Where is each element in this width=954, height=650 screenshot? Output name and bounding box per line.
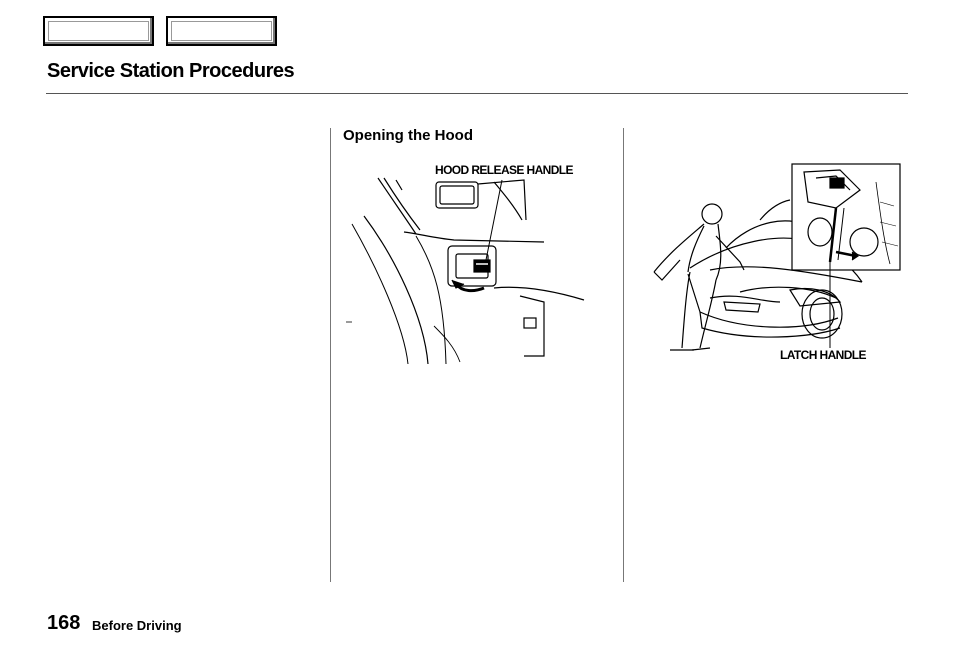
latch-handle-illustration [640, 152, 902, 362]
page-number: 168 [47, 612, 81, 634]
page-title: Service Station Procedures [47, 60, 295, 82]
section-heading: Opening the Hood [343, 127, 473, 144]
footer-section-name: Before Driving [92, 618, 182, 633]
title-divider [46, 93, 908, 94]
nav-button-2[interactable] [166, 16, 277, 46]
column-divider-left [330, 128, 331, 582]
hood-release-illustration [344, 176, 594, 364]
callout-hood-release-handle: HOOD RELEASE HANDLE [435, 163, 573, 177]
column-divider-right [623, 128, 624, 582]
callout-latch-handle: LATCH HANDLE [780, 348, 866, 362]
nav-button-1[interactable] [43, 16, 154, 46]
